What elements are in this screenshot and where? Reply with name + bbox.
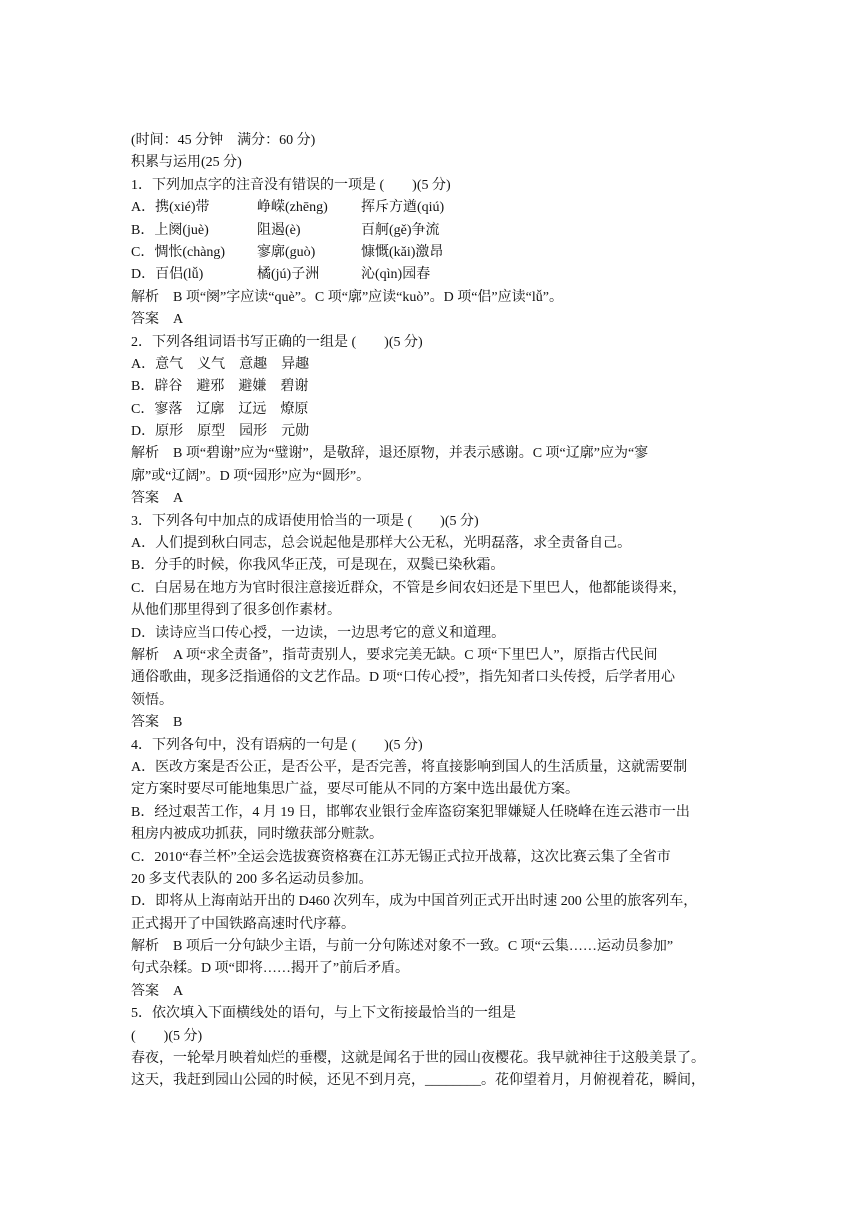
q2-analysis-line2: 廓”或“辽阔”。D 项“园形”应为“圆形”。 (131, 468, 371, 484)
q5-passage-line2: 这天，我赶到园山公园的时候，还见不到月亮，________。花仰望着月，月俯视着花，瞬间， (131, 1073, 705, 1089)
q5-stem-line2: ( )(5 分) (131, 1028, 203, 1044)
q1-answer: 答案 A (131, 312, 184, 328)
q2-answer: 答案 A (131, 491, 184, 507)
q4-option-c-line2: 20 多支代表队的 200 多名运动员参加。 (131, 871, 373, 887)
q4-option-d-line2: 正式揭开了中国铁路高速时代序幕。 (131, 916, 355, 932)
q1-option-a (131, 197, 731, 219)
q1-option-a-word3: 挥斥方遒(qiú) (361, 200, 445, 216)
q4-option-d-line1: D．即将从上海南站开出的 D460 次列车，成为中国首列正式开出时速 200 公里的旅客列车， (131, 894, 698, 910)
q1-option-c-word1: C．惆怅(chàng) (131, 244, 226, 260)
q1-stem: 1．下列加点字的注音没有错误的一项是 ( )(5 分) (131, 177, 451, 193)
q1-option-b (131, 220, 731, 242)
q4-analysis-line1: 解析 B 项后一分句缺少主语，与前一分句陈述对象不一致。C 项“云集……运动员参加” (131, 939, 674, 955)
section-title: 积累与运用(25 分) (131, 155, 242, 171)
q2-stem: 2．下列各组词语书写正确的一组是 ( )(5 分) (131, 334, 423, 350)
q1-option-c-word2: 寥廓(guò) (257, 244, 316, 260)
q1-option-d (131, 264, 731, 286)
q3-option-c-line2: 从他们那里得到了很多创作素材。 (131, 603, 341, 619)
q1-option-d-word3: 沁(qìn)园春 (361, 267, 431, 283)
q2-analysis-line1: 解析 B 项“碧谢”应为“璧谢”，是敬辞，退还原物，并表示感谢。C 项“辽廓”应为“寥 (131, 446, 649, 462)
q1-option-b-word3: 百舸(gě)争流 (361, 222, 440, 238)
q1-option-c (131, 242, 731, 264)
q3-option-a: A．人们提到秋白同志，总会说起他是那样大公无私，光明磊落，求全责备自己。 (131, 536, 632, 552)
q4-analysis-line2: 句式杂糅。D 项“即将……揭开了”前后矛盾。 (131, 961, 410, 977)
q3-analysis-line1: 解析 A 项“求全责备”，指苛责别人，要求完美无缺。C 项“下里巴人”，原指古代民间 (131, 647, 658, 663)
q3-option-b: B．分手的时候，你我风华正茂，可是现在，双鬓已染秋霜。 (131, 558, 505, 574)
q1-option-b-word1: B．上阕(juè) (131, 222, 209, 238)
q1-option-d-word2: 橘(jú)子洲 (257, 267, 320, 283)
q3-stem: 3．下列各句中加点的成语使用恰当的一项是 ( )(5 分) (131, 513, 479, 529)
exam-time-info: (时间：45 分钟 满分：60 分) (131, 133, 316, 148)
q1-option-c-word3: 慷慨(kǎi)激昂 (361, 244, 444, 260)
q2-option-c: C．寥落 辽廓 辽远 燎原 (131, 401, 309, 417)
q4-option-c-line1: C．2010“春兰杯”全运会选拔赛资格赛在江苏无锡正式拉开战幕，这次比赛云集了全省市 (131, 849, 671, 865)
q1-option-a-word1: A．携(xié)带 (131, 200, 210, 216)
q1-analysis: 解析 B 项“阕”字应读“què”。C 项“廓”应读“kuò”。D 项“侣”应读“lǚ”。 (131, 289, 563, 305)
q5-stem-line1: 5．依次填入下面横线处的语句，与上下文衔接最恰当的一组是 (131, 1006, 516, 1022)
q4-option-a-line2: 定方案时要尽可能地集思广益，要尽可能从不同的方案中选出最优方案。 (131, 782, 579, 798)
q3-analysis-line2: 通俗歌曲，现多泛指通俗的文艺作品。D 项“口传心授”，指先知者口头传授，后学者用心 (131, 670, 676, 686)
q3-analysis-line3: 领悟。 (131, 692, 173, 708)
q4-option-b-line2: 租房内被成功抓获，同时缴获部分赃款。 (131, 827, 383, 843)
q1-option-d-word1: D．百侣(lǚ) (131, 267, 204, 283)
q2-option-a: A．意气 义气 意趣 异趣 (131, 356, 310, 372)
q5-passage-line1: 春夜，一轮晕月映着灿烂的垂樱，这就是闻名于世的园山夜樱花。我早就神往于这般美景了。 (131, 1051, 705, 1067)
q2-option-b: B．辟谷 避邪 避嫌 碧谢 (131, 379, 309, 395)
q1-option-b-word2: 阻遏(è) (257, 222, 301, 238)
q4-answer: 答案 A (131, 983, 184, 999)
q3-answer: 答案 B (131, 715, 183, 731)
q3-option-d: D．读诗应当口传心授，一边读，一边思考它的意义和道理。 (131, 625, 506, 641)
q2-option-d: D．原形 原型 园形 元勋 (131, 424, 310, 440)
q4-stem: 4．下列各句中，没有语病的一句是 ( )(5 分) (131, 737, 423, 753)
q1-option-a-word2: 峥嵘(zhēng) (257, 200, 328, 216)
q4-option-b-line1: B．经过艰苦工作，4 月 19 日，邯郸农业银行金库盗窃案犯罪嫌疑人任晓峰在连云港市一出 (131, 804, 690, 820)
exam-page (131, 130, 731, 1093)
q4-option-a-line1: A．医改方案是否公正，是否公平，是否完善，将直接影响到国人的生活质量，这就需要制 (131, 759, 688, 775)
q3-option-c-line1: C．白居易在地方为官时很注意接近群众，不管是乡间农妇还是下里巴人，他都能谈得来， (131, 580, 687, 596)
